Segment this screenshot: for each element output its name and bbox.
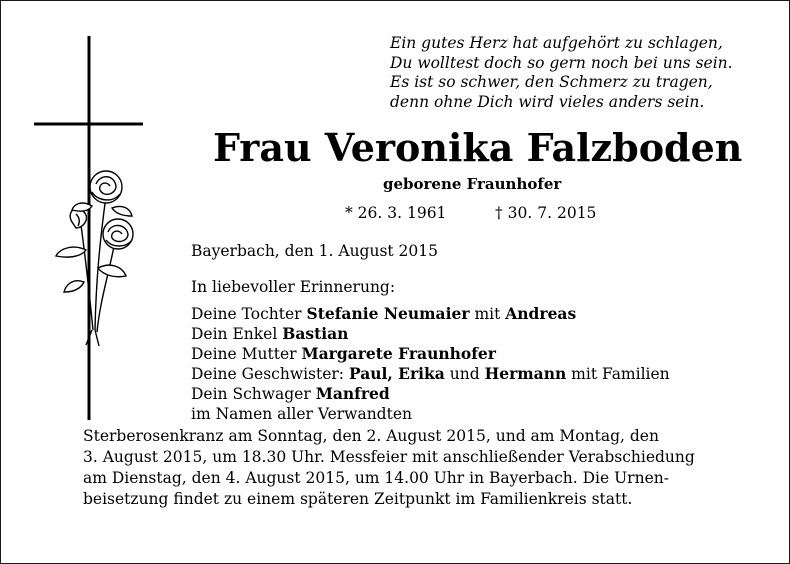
deceased-name: Frau Veronika Falzboden bbox=[213, 125, 743, 170]
notice-line: beisetzung findet zu einem späteren Zeitpunkt im Familienkreis statt. bbox=[83, 490, 633, 508]
notice-line: am Dienstag, den 4. August 2015, um 14.00 Uhr in Bayerbach. Die Urnen- bbox=[83, 469, 669, 487]
cross-icon bbox=[0, 0, 200, 440]
birth-date: * 26. 3. 1961 bbox=[345, 204, 447, 222]
memory-line: In liebevoller Erinnerung: bbox=[191, 278, 396, 296]
poem-line: Es ist so schwer, den Schmerz zu tragen, bbox=[390, 73, 713, 91]
notice-line: 3. August 2015, um 18.30 Uhr. Messfeier mit anschließender Verabschiedung bbox=[83, 448, 695, 466]
place-date: Bayerbach, den 1. August 2015 bbox=[191, 242, 439, 260]
poem bbox=[390, 34, 780, 112]
family-closing: im Namen aller Verwandten bbox=[191, 405, 412, 423]
roses-icon bbox=[56, 171, 133, 346]
family-list bbox=[191, 304, 670, 424]
maiden-name: geborene Fraunhofer bbox=[383, 175, 562, 193]
family-line-schwager: Dein Schwager Manfred bbox=[191, 384, 390, 403]
death-date: † 30. 7. 2015 bbox=[495, 204, 597, 222]
family-line-enkel: Dein Enkel Bastian bbox=[191, 324, 349, 343]
family-line-geschwister: Deine Geschwister: Paul, Erika und Hermann mit Familien bbox=[191, 364, 670, 383]
poem-line: denn ohne Dich wird vieles anders sein. bbox=[390, 92, 705, 111]
poem-line: Ein gutes Herz hat aufgehört zu schlagen, bbox=[390, 34, 723, 52]
family-line-tochter: Deine Tochter Stefanie Neumaier mit Andreas bbox=[191, 304, 577, 323]
service-notice bbox=[83, 426, 763, 510]
notice-line: Sterberosenkranz am Sonntag, den 2. August 2015, und am Montag, den bbox=[83, 427, 659, 445]
family-line-mutter: Deine Mutter Margarete Fraunhofer bbox=[191, 344, 496, 363]
poem-line: Du wolltest doch so gern noch bei uns sein. bbox=[390, 53, 733, 72]
